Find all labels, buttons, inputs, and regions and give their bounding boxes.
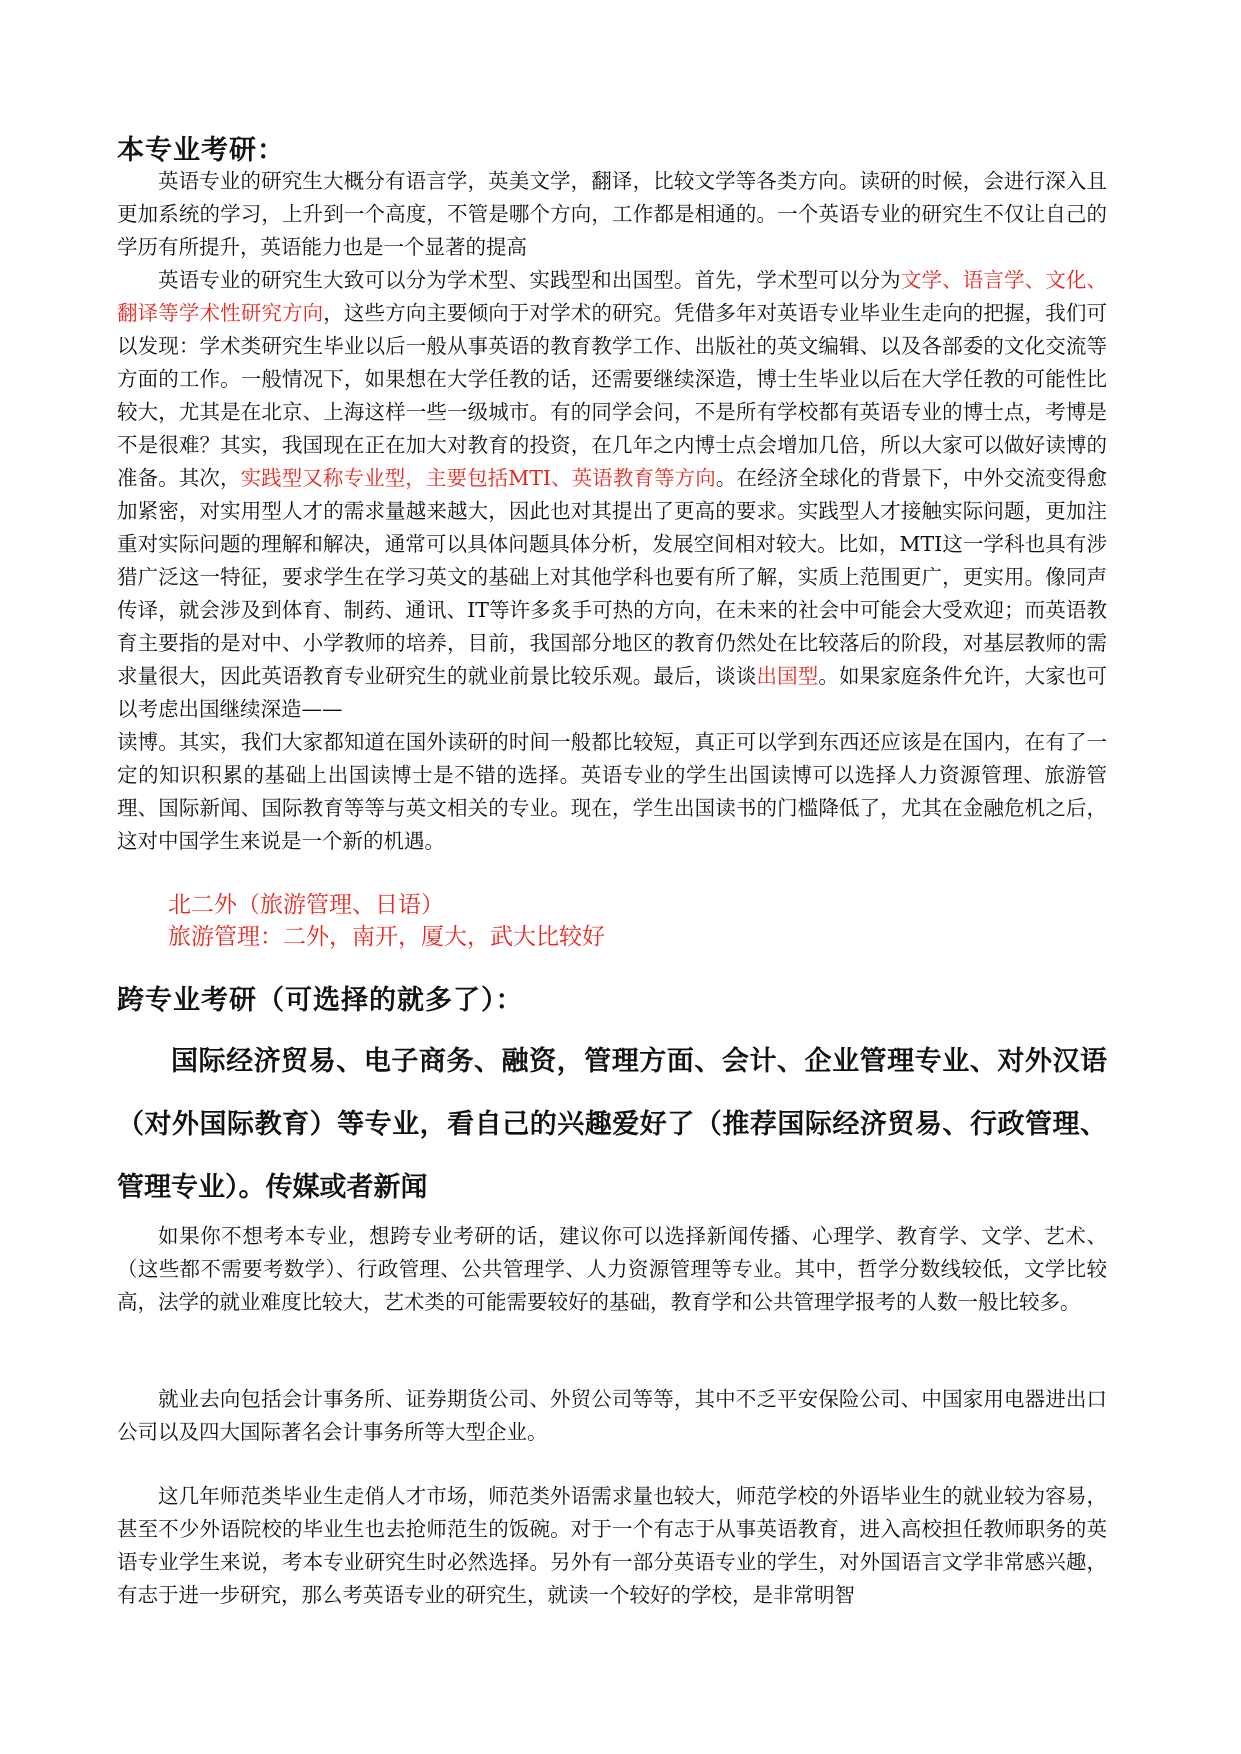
red-note-tourism: 旅游管理：二外，南开，厦大，武大比较好 bbox=[168, 924, 605, 950]
red-note-bfsu: 北二外（旅游管理、日语） bbox=[168, 892, 444, 918]
cross-major-list: 国际经济贸易、电子商务、融资，管理方面、会计、企业管理专业、对外汉语（对外国际教育）等专业，看自己的兴趣爱好了（推荐国际经济贸易、行政管理、管理专业）。传媒或者新闻 bbox=[117, 1046, 1107, 1203]
paragraph-cross-major-advice: 如果你不想考本专业，想跨专业考研的话，建议你可以选择新闻传播、心理学、教育学、文学、艺术、（这些都不需要考数学）、行政管理、公共管理学、人力资源管理等专业。其中，哲学分数线较低，文学比较高，法学的就业难度比较大，艺术类的可能需要较好的基础，教育学和公共管理学报考的人数一般比较多。 bbox=[117, 1224, 1107, 1314]
section-heading-own-major: 本专业考研： bbox=[117, 135, 285, 166]
paragraph-abroad: 读博。其实，我们大家都知道在国外读研的时间一般都比较短，真正可以学到东西还应该是在国内，在有了一定的知识积累的基础上出国读博士是不错的选择。英语专业的学生出国读博可以选择人力资源管理、旅游管理、国际新闻、国际教育等等与英文相关的专业。现在，学生出国读书的门槛降低了，尤其在金融危机之后，这对中国学生来说是一个新的机遇。 bbox=[117, 730, 1107, 853]
section-body-own-major bbox=[117, 165, 1107, 858]
paragraph-employment: 就业去向包括会计事务所、证券期货公司、外贸公司等等，其中不乏平安保险公司、中国家用电器进出口公司以及四大国际著名会计事务所等大型企业。 bbox=[117, 1387, 1107, 1444]
paragraph-types: 英语专业的研究生大致可以分为学术型、实践型和出国型。首先，学术型可以分为文学、语言学、文化、翻译等学术性研究方向，这些方向主要倾向于对学术的研究。凭借多年对英语专业毕业生走向的把握，我们可以发现：学术类研究生毕业以后一般从事英语的教育教学工作、出版社的英文编辑、以及各部委的文化交流等方面的工作。一般情况下，如果想在大学任教的话，还需要继续深造，博士生毕业以后在大学任教的可能性比较大，尤其是在北京、上海这样一些一级城市。有的同学会问，不是所有学校都有英语专业的博士点，考博是不是很难？其实，我国现在正在加大对教育的投资，在几年之内博士点会增加几倍，所以大家可以做好读博的准备。其次，实践型又称专业型，主要包括MTI、英语教育等方向。在经济全球化的背景下，中外交流变得愈加紧密，对实用型人才的需求量越来越大，因此也对其提出了更高的要求。实践型人才接触实际问题，更加注重对实际问题的理解和解决，通常可以具体问题具体分析，发展空间相对较大。比如，MTI这一学科也具有涉猎广泛这一特征，要求学生在学习英文的基础上对其他学科也要有所了解，实质上范围更广，更实用。像同声传译，就会涉及到体育、制药、通讯、IT等许多炙手可热的方向，在未来的社会中可能会大受欢迎；而英语教育主要指的是对中、小学教师的培养，目前，我国部分地区的教育仍然处在比较落后的阶段，对基层教师的需求量很大，因此英语教育专业研究生的就业前景比较乐观。最后，谈谈出国型。如果家庭条件允许，大家也可以考虑出国继续深造—— bbox=[117, 268, 1108, 721]
paragraph-normal-university: 这几年师范类毕业生走俏人才市场，师范类外语需求量也较大，师范学校的外语毕业生的就业较为容易，甚至不少外语院校的毕业生也去抢师范生的饭碗。对于一个有志于从事英语教育，进入高校担任教师职务的英语专业学生来说，考本专业研究生时必然选择。另外有一部分英语专业的学生，对外国语言文学非常感兴趣，有志于进一步研究，那么考英语专业的研究生，就读一个较好的学校，是非常明智 bbox=[117, 1484, 1107, 1607]
section-heading-cross-major: 跨专业考研（可选择的就多了）： bbox=[117, 985, 524, 1016]
highlight-academic: 文学、语言学、文化、翻译等学术性研究方向 bbox=[117, 268, 1108, 325]
highlight-practical: 实践型又称专业型，主要包括MTI、英语教育等方向 bbox=[240, 466, 716, 490]
highlight-abroad: 出国型 bbox=[756, 664, 819, 688]
paragraph-intro: 英语专业的研究生大概分有语言学，英美文学，翻译，比较文学等各类方向。读研的时候，会进行深入且更加系统的学习，上升到一个高度，不管是哪个方向，工作都是相通的。一个英语专业的研究生不仅让自己的学历有所提升，英语能力也是一个显著的提高 bbox=[117, 169, 1107, 259]
